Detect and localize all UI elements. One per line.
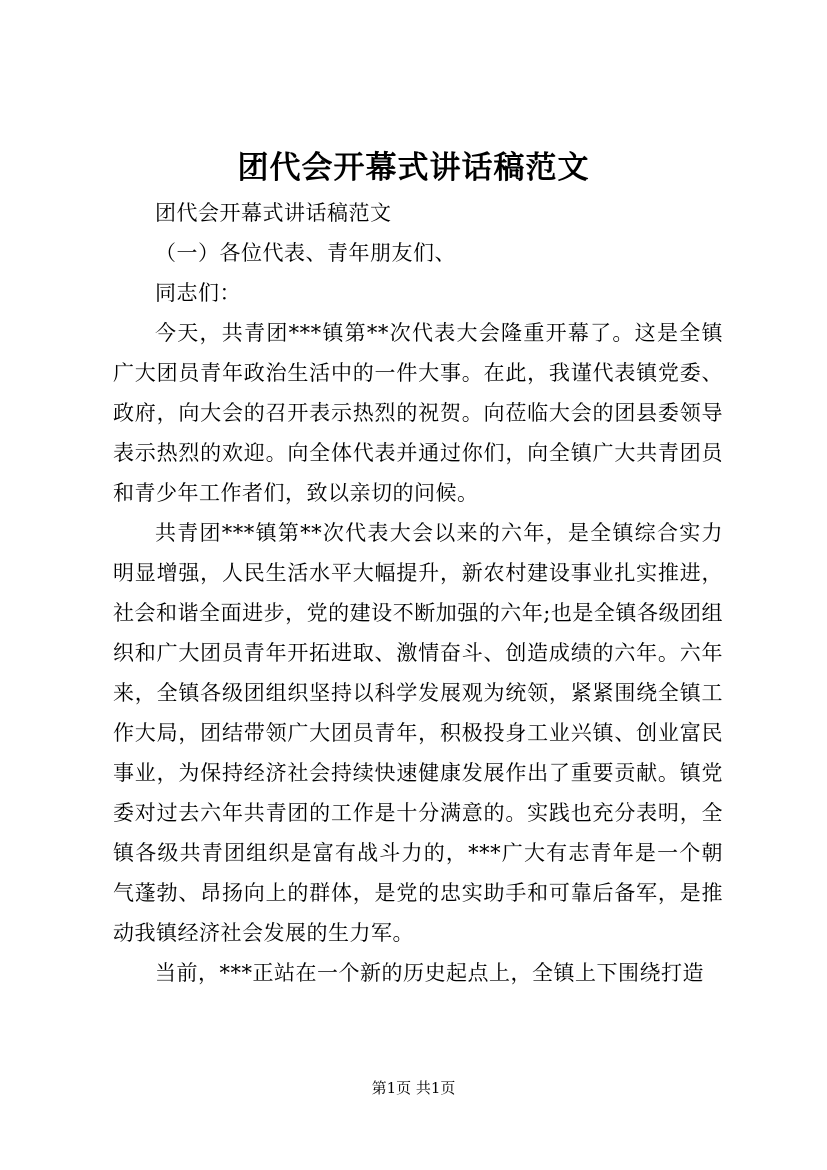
- paragraph-section-heading: （一）各位代表、青年朋友们、: [155, 241, 456, 265]
- paragraph-salutation: 同志们：: [155, 281, 241, 305]
- paragraph-subtitle: 团代会开幕式讲话稿范文: [155, 201, 392, 225]
- document-title: 团代会开幕式讲话稿范文: [237, 150, 590, 186]
- page-number-footer: 第1页 共1页: [371, 1079, 456, 1097]
- paragraph-current: 当前，***正站在一个新的历史起点上，全镇上下围绕打造: [155, 961, 704, 985]
- paragraph-review: 共青团***镇第**次代表大会以来的六年，是全镇综合实力明显增强，人民生活水平大幅提升，新农村建设事业扎实推进，社会和谐全面进步，党的建设不断加强的六年;也是全镇各级团组织和广大团员青年开拓进取、激情奋斗、创造成绩的六年。六年来，全镇各级团组织坚持以科学发展观为统领，紧紧围绕全镇工作大局，团结带领广大团员青年，积极投身工业兴镇、创业富民事业，为保持经济社会持续快速健康发展作出了重要贡献。镇党委对过去六年共青团的工作是十分满意的。实践也充分表明，全镇各级共青团组织是富有战斗力的，***广大有志青年是一个朝气蓬勃、昂扬向上的群体，是党的忠实助手和可靠后备军，是推动我镇经济社会发展的生力军。: [113, 521, 723, 945]
- paragraph-opening: 今天，共青团***镇第**次代表大会隆重开幕了。这是全镇广大团员青年政治生活中的一件大事。在此，我谨代表镇党委、政府，向大会的召开表示热烈的祝贺。向莅临大会的团县委领导表示热烈的欢迎。向全体代表并通过你们，向全镇广大共青团员和青少年工作者们，致以亲切的问候。: [113, 321, 723, 505]
- document-body: [113, 193, 723, 993]
